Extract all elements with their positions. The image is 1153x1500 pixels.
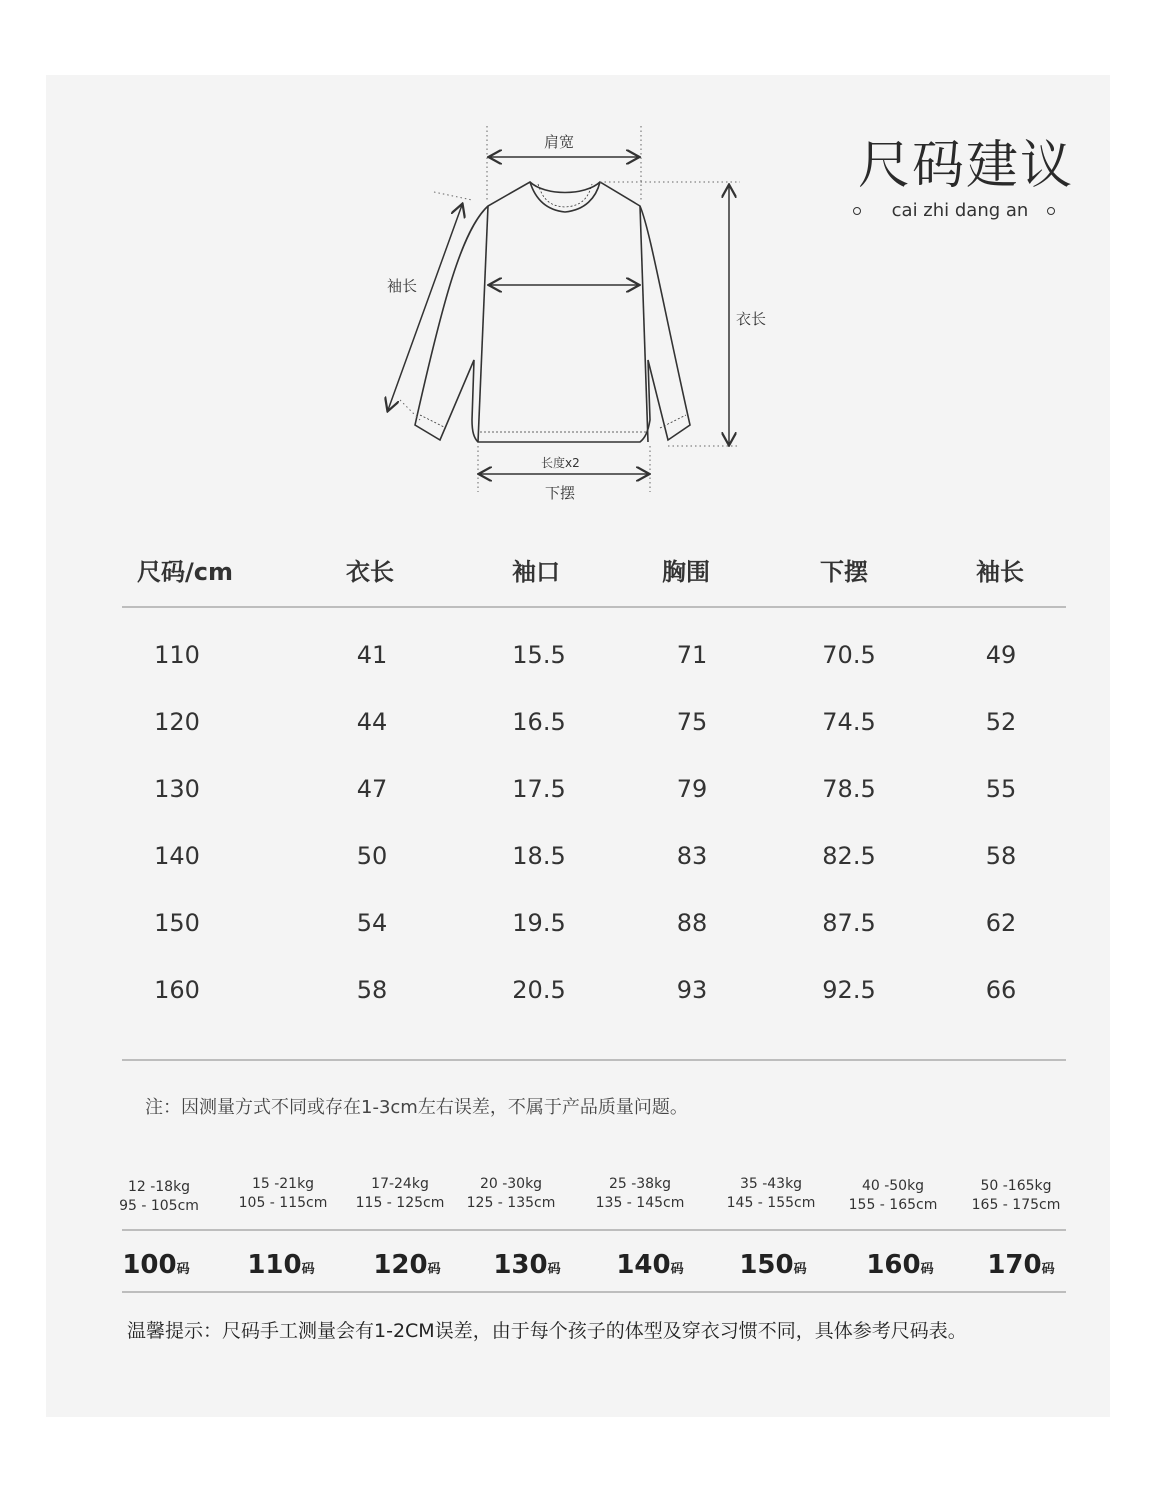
size-code-unit: 码 xyxy=(176,1262,190,1277)
size-code-number: 130 xyxy=(493,1250,548,1280)
guide-range xyxy=(223,1175,343,1213)
guide-range xyxy=(580,1175,700,1213)
measurement-note: 注：因测量方式不同或存在1-3cm左右误差，不属于产品质量问题。 xyxy=(145,1097,688,1118)
guide-weight: 40 -50kg xyxy=(861,1178,925,1194)
table-cell: 54 xyxy=(356,909,388,937)
table-cell: 16.5 xyxy=(512,708,566,736)
guide-range xyxy=(99,1178,219,1216)
guide-weight: 50 -165kg xyxy=(980,1178,1052,1194)
guide-height: 115 - 125cm xyxy=(355,1195,445,1211)
size-code xyxy=(467,1250,587,1280)
table-bottom-divider xyxy=(122,1059,1066,1061)
guide-range xyxy=(340,1175,460,1213)
table-top-divider xyxy=(122,606,1066,608)
size-code-unit: 码 xyxy=(427,1262,441,1277)
th-chest: 胸围 xyxy=(662,558,710,586)
table-cell: 110 xyxy=(154,641,200,669)
garment-diagram xyxy=(0,0,1153,520)
guide-height: 155 - 165cm xyxy=(848,1197,938,1213)
table-cell: 79 xyxy=(676,775,708,803)
guide-range xyxy=(451,1175,571,1213)
guide-weight: 15 -21kg xyxy=(251,1176,315,1192)
size-code-unit: 码 xyxy=(920,1262,934,1277)
size-code xyxy=(840,1250,960,1280)
label-sleeve: 袖长 xyxy=(387,277,418,295)
guide-height: 105 - 115cm xyxy=(238,1195,328,1211)
table-cell: 20.5 xyxy=(512,976,566,1004)
guide-range xyxy=(711,1175,831,1213)
th-size: 尺码/cm xyxy=(137,558,233,586)
table-cell: 150 xyxy=(154,909,200,937)
size-code-number: 140 xyxy=(616,1250,671,1280)
table-cell: 120 xyxy=(154,708,200,736)
size-code xyxy=(961,1250,1081,1280)
guide-height: 95 - 105cm xyxy=(119,1198,199,1214)
size-code xyxy=(347,1250,467,1280)
th-hem: 下摆 xyxy=(820,558,868,586)
guide-height: 125 - 135cm xyxy=(466,1195,556,1211)
table-cell: 71 xyxy=(676,641,708,669)
table-cell: 41 xyxy=(356,641,388,669)
table-cell: 17.5 xyxy=(512,775,566,803)
table-cell: 49 xyxy=(985,641,1017,669)
guide-range xyxy=(956,1177,1076,1215)
size-code-unit: 码 xyxy=(547,1262,561,1277)
size-code-number: 170 xyxy=(987,1250,1042,1280)
th-sleeve: 袖长 xyxy=(976,558,1024,586)
table-cell: 83 xyxy=(676,842,708,870)
table-cell: 78.5 xyxy=(822,775,876,803)
size-code-unit: 码 xyxy=(670,1262,684,1277)
size-code-number: 100 xyxy=(122,1250,177,1280)
guide-divider-top xyxy=(122,1229,1066,1231)
table-cell: 58 xyxy=(356,976,388,1004)
table-cell: 75 xyxy=(676,708,708,736)
size-code-number: 110 xyxy=(247,1250,302,1280)
guide-weight: 17-24kg xyxy=(371,1176,429,1192)
guide-divider-bottom xyxy=(122,1291,1066,1293)
guide-weight: 25 -38kg xyxy=(608,1176,672,1192)
table-cell: 19.5 xyxy=(512,909,566,937)
table-cell: 130 xyxy=(154,775,200,803)
guide-weight: 35 -43kg xyxy=(739,1176,803,1192)
table-cell: 74.5 xyxy=(822,708,876,736)
size-code xyxy=(96,1250,216,1280)
table-cell: 50 xyxy=(356,842,388,870)
table-cell: 160 xyxy=(154,976,200,1004)
table-cell: 18.5 xyxy=(512,842,566,870)
table-cell: 15.5 xyxy=(512,641,566,669)
size-code xyxy=(590,1250,710,1280)
th-length: 衣长 xyxy=(346,558,394,586)
shirt-collar xyxy=(530,182,600,212)
size-code xyxy=(713,1250,833,1280)
page-title: 尺码建议 xyxy=(858,136,1075,196)
table-cell: 82.5 xyxy=(822,842,876,870)
size-code-number: 120 xyxy=(373,1250,428,1280)
table-cell: 62 xyxy=(985,909,1017,937)
table-cell: 52 xyxy=(985,708,1017,736)
table-cell: 92.5 xyxy=(822,976,876,1004)
guide-weight: 12 -18kg xyxy=(127,1179,191,1195)
table-cell: 87.5 xyxy=(822,909,876,937)
th-cuff: 袖口 xyxy=(512,558,560,586)
table-cell: 58 xyxy=(985,842,1017,870)
table-cell: 66 xyxy=(985,976,1017,1004)
size-tip: 温馨提示：尺码手工测量会有1-2CM误差，由于每个孩子的体型及穿衣习惯不同，具体参考尺码表。 xyxy=(127,1320,967,1342)
label-hem-note: 长度x2 xyxy=(541,456,580,470)
size-code-unit: 码 xyxy=(793,1262,807,1277)
table-cell: 70.5 xyxy=(822,641,876,669)
guide-weight: 20 -30kg xyxy=(479,1176,543,1192)
size-code-unit: 码 xyxy=(301,1262,315,1277)
size-code-number: 150 xyxy=(739,1250,794,1280)
label-hem: 下摆 xyxy=(545,484,576,502)
table-cell: 44 xyxy=(356,708,388,736)
size-code-unit: 码 xyxy=(1041,1262,1055,1277)
page-subtitle: cai zhi dang an xyxy=(891,200,1029,221)
table-cell: 55 xyxy=(985,775,1017,803)
table-cell: 140 xyxy=(154,842,200,870)
table-cell: 88 xyxy=(676,909,708,937)
label-length: 衣长 xyxy=(736,310,767,328)
label-shoulder: 肩宽 xyxy=(544,133,575,151)
size-code xyxy=(221,1250,341,1280)
table-cell: 93 xyxy=(676,976,708,1004)
guide-height: 165 - 175cm xyxy=(971,1197,1061,1213)
guide-height: 145 - 155cm xyxy=(726,1195,816,1211)
size-code-number: 160 xyxy=(866,1250,921,1280)
guide-range xyxy=(833,1177,953,1215)
table-cell: 47 xyxy=(356,775,388,803)
guide-height: 135 - 145cm xyxy=(595,1195,685,1211)
